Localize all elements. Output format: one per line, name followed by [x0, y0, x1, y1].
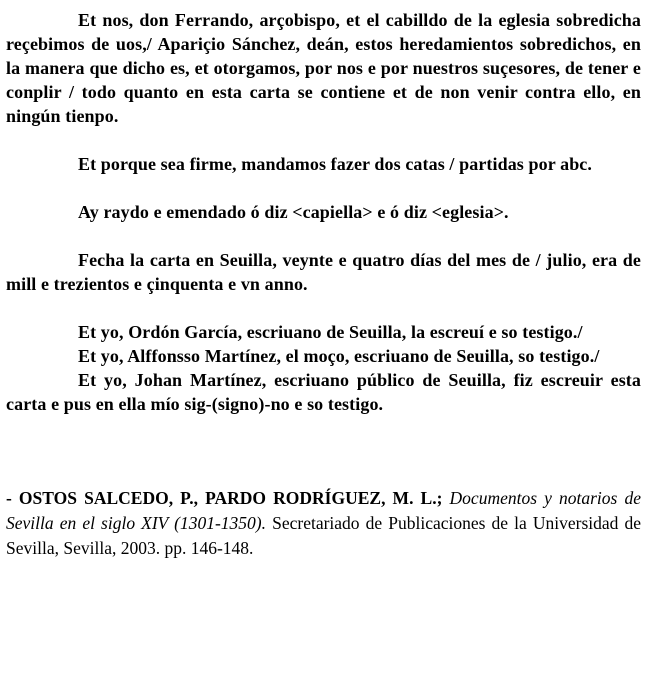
citation-publisher: Secretariado de Publicaciones de la Universidad de Sevilla, Sevilla, 2003. pp. 146-148.: [6, 513, 641, 558]
body-paragraph-1: Et nos, don Ferrando, arçobispo, et el cabilldo de la eglesia sobredicha reçebimos de uos,/ Apariçio Sánchez, deán, estos heredamientos sobredichos, en la manera que dicho es, et otorgamos, por nos e por nuestros suçesores, de tener e conplir / todo quanto en esta carta se contiene et de non venir contra ello, en ningún tienpo.: [6, 10, 641, 126]
body-paragraph-6: Et yo, Alffonsso Martínez, el moço, escriuano de Seuilla, so testigo./: [78, 346, 600, 366]
body-paragraph-3: Ay raydo e emendado ó diz <capiella> e ó diz <eglesia>.: [78, 202, 509, 222]
body-paragraph-4: Fecha la carta en Seuilla, veynte e quatro días del mes de / julio, era de mill e trezientos e çinquenta e vn anno.: [6, 250, 641, 294]
body-paragraph-2: Et porque sea firme, mandamos fazer dos catas / partidas por abc.: [78, 154, 592, 174]
body-paragraph-7: Et yo, Johan Martínez, escriuano público de Seuilla, fiz escreuir esta carta e pus en ella mío sig-(signo)-no e so testigo.: [6, 370, 641, 414]
body-paragraph-5: Et yo, Ordón García, escriuano de Seuilla, la escreuí e so testigo./: [78, 322, 583, 342]
citation-authors: - OSTOS SALCEDO, P., PARDO RODRÍGUEZ, M. L.;: [6, 488, 443, 508]
citation: [6, 486, 641, 561]
citation-title: Documentos y notarios de Sevilla en el siglo XIV (1301-1350).: [6, 488, 641, 533]
